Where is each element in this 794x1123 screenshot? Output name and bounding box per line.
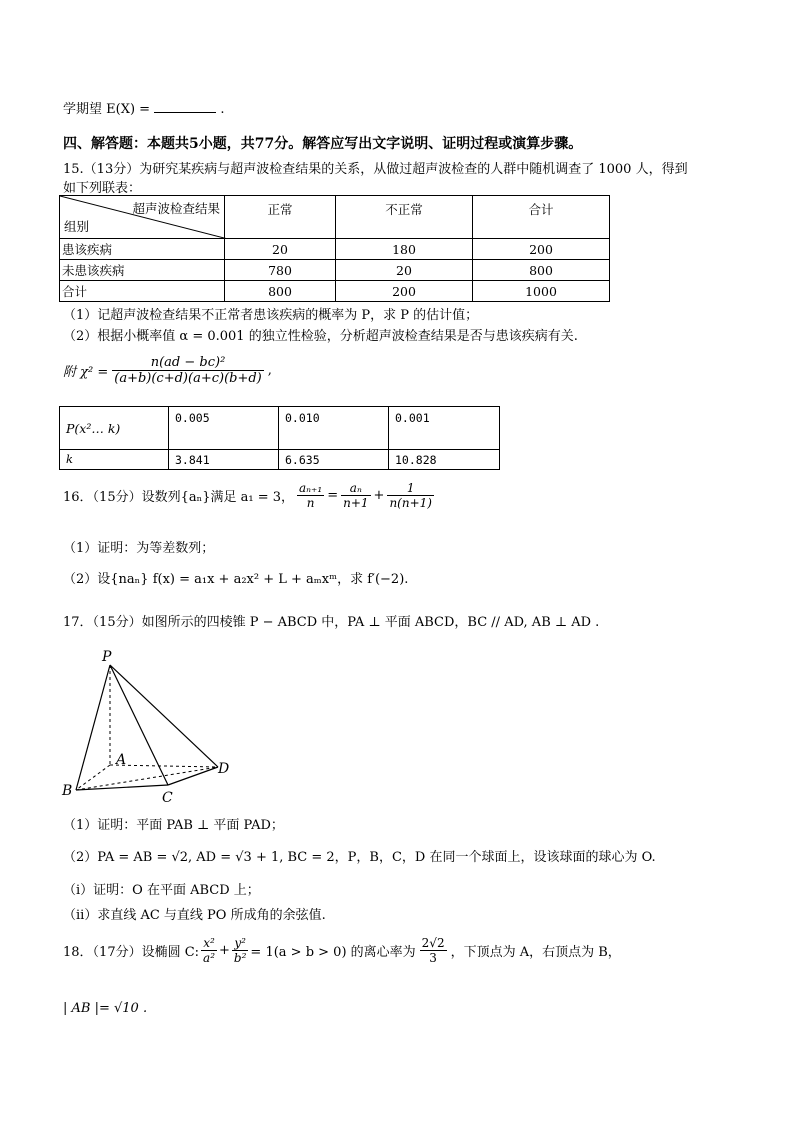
header-total: 合计 <box>473 196 610 239</box>
chi-square-formula <box>63 355 272 386</box>
table-cell: 20 <box>336 260 473 281</box>
answer-blank[interactable] <box>154 100 216 113</box>
row-label: 未患该疾病 <box>60 260 225 281</box>
frac-denominator: n+1 <box>343 496 369 510</box>
row-label: 患该疾病 <box>60 239 225 260</box>
table-cell: 800 <box>473 260 610 281</box>
q15-part1: （1）记超声波检查结果不正常者患该疾病的概率为 P，求 P 的估计值； <box>63 308 479 323</box>
frac-numerator: 1 <box>387 481 434 496</box>
contingency-table <box>59 195 610 302</box>
formula-fraction <box>112 355 264 386</box>
label-c: C <box>162 790 173 805</box>
formula-prefix: 附 χ² = <box>63 365 109 380</box>
q16-part1: （1）证明：为等差数列； <box>63 541 215 556</box>
frac-numerator: y² <box>232 936 249 951</box>
formula-numerator: n(ad − bc)² <box>112 355 264 371</box>
q18-line2: | AB |= √10 . <box>63 1001 148 1016</box>
frac-numerator: 2√2 <box>421 936 445 950</box>
q17-stem: 17．（15分）如图所示的四棱锥 P − ABCD 中，PA ⊥ 平面 ABCD，BC // AD, AB ⊥ AD . <box>63 615 600 630</box>
row-label: 合计 <box>60 281 225 302</box>
label-a: A <box>116 752 127 768</box>
q15-intro-line1: 15.（13分）为研究某疾病与超声波检查结果的关系，从做过超声波检查的人群中随机调查了 1000 人，得到 <box>63 162 688 177</box>
q18-e-frac <box>420 936 447 965</box>
crit-row2-label: k <box>60 450 169 470</box>
q15-part2: （2）根据小概率值 α = 0.001 的独立性检验，分析超声波检查结果是否与患该疾病有关. <box>63 329 578 344</box>
frac-denominator: a² <box>203 951 216 965</box>
crit-cell: 0.005 <box>169 407 279 450</box>
crit-cell: 3.841 <box>169 450 279 470</box>
frac-numerator: x² <box>201 936 217 951</box>
edge-ad-hidden <box>110 765 218 767</box>
edge-pd <box>110 665 218 767</box>
period: . <box>220 102 225 117</box>
prev-question-tail <box>63 98 224 117</box>
frac-denominator: n(n+1) <box>389 496 432 510</box>
q16-frac1 <box>297 481 324 510</box>
header-normal: 正常 <box>225 196 336 239</box>
edge-ab-hidden <box>76 765 110 790</box>
table-cell: 200 <box>336 281 473 302</box>
q18-stem-c: ，下顶点为 A，右顶点为 B， <box>450 945 621 960</box>
table-cell: 780 <box>225 260 336 281</box>
table-cell: 1000 <box>473 281 610 302</box>
crit-cell: 0.010 <box>279 407 389 450</box>
pyramid-figure <box>58 645 248 805</box>
table-cell: 200 <box>473 239 610 260</box>
section-title: 四、解答题：本题共5小题，共77分。解答应写出文字说明、证明过程或演算步骤。 <box>63 136 583 152</box>
table-row <box>60 281 610 302</box>
table-row <box>60 239 610 260</box>
q16-part2: （2）设{naₙ} f(x) = a₁x + a₂x² + L + aₘxᵐ，求 f′(−2). <box>63 572 409 587</box>
table-corner-cell <box>60 196 225 239</box>
crit-row1-label: P(x²… k) <box>60 407 169 450</box>
frac-numerator: aₙ <box>341 481 370 496</box>
crit-cell: 10.828 <box>389 450 500 470</box>
table-cell: 180 <box>336 239 473 260</box>
equals-sign: = <box>327 488 339 503</box>
critical-value-table <box>59 406 500 470</box>
q17-part1: （1）证明：平面 PAB ⊥ 平面 PAD； <box>63 818 284 833</box>
q15-intro-line2: 如下列联表： <box>63 181 142 196</box>
frac-numerator: aₙ₊₁ <box>299 481 323 495</box>
label-p: P <box>102 649 112 665</box>
q18-x-frac <box>201 936 217 965</box>
edge-pb <box>76 665 110 790</box>
q16-frac2 <box>341 481 370 510</box>
q17-sub-i: （i）证明：O 在平面 ABCD 上； <box>63 883 260 898</box>
q18-stem-b: = 1(a > b > 0) 的离心率为 <box>250 945 416 960</box>
plus-sign: + <box>373 488 385 503</box>
q18-stem-a: 18．（17分）设椭圆 C: <box>63 945 200 960</box>
label-d: D <box>218 761 230 777</box>
plus-sign: + <box>219 943 230 958</box>
table-row <box>60 260 610 281</box>
corner-top-label: 超声波检查结果 <box>132 201 220 216</box>
q16-frac3 <box>387 481 434 510</box>
edge-cd <box>168 767 218 785</box>
frac-denominator: 3 <box>429 951 437 965</box>
crit-cell: 0.001 <box>389 407 500 450</box>
corner-bottom-label: 组别 <box>64 219 90 234</box>
label-b: B <box>62 783 73 799</box>
header-abnormal: 不正常 <box>336 196 473 239</box>
crit-cell: 6.635 <box>279 450 389 470</box>
formula-denominator: (a+b)(c+d)(a+c)(b+d) <box>114 371 262 386</box>
q17-sub-ii: （ii）求直线 AC 与直线 PO 所成角的余弦值. <box>63 908 326 923</box>
q16-stem-text: 16．（15分）设数列{aₙ}满足 a₁ = 3， <box>63 490 295 505</box>
q18-stem <box>63 936 621 965</box>
frac-denominator: b² <box>233 951 247 965</box>
q18-y-frac <box>232 936 249 965</box>
frac-denominator: n <box>306 496 315 510</box>
expectation-text: 学期望 E(X) = <box>63 102 151 117</box>
table-cell: 20 <box>225 239 336 260</box>
q16-stem <box>63 481 437 510</box>
table-cell: 800 <box>225 281 336 302</box>
q17-part2: （2）PA = AB = √2, AD = √3 + 1, BC = 2，P，B，C，D 在同一个球面上，设该球面的球心为 O. <box>63 850 656 865</box>
formula-suffix: , <box>267 363 272 378</box>
